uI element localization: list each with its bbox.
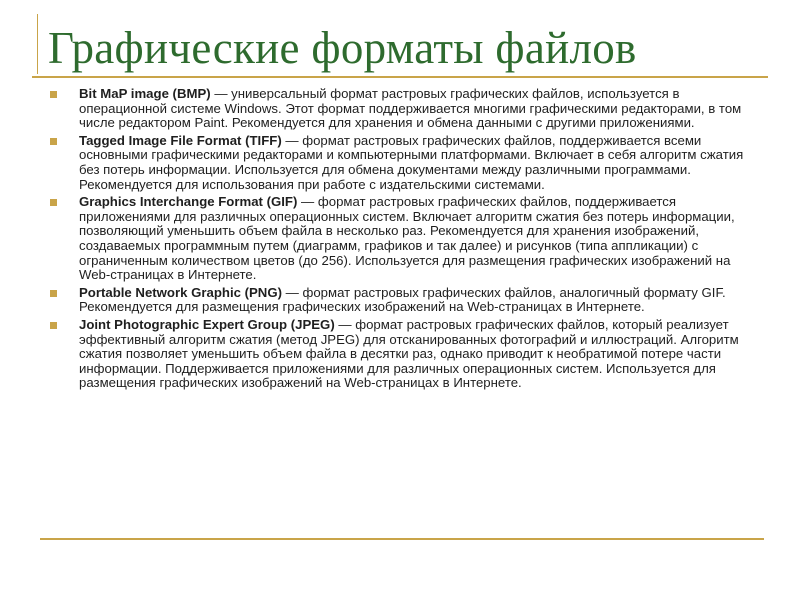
square-bullet-icon — [50, 138, 57, 145]
square-bullet-icon — [50, 199, 57, 206]
format-description: — универсальный формат растровых графических файлов, используется в операционной системе Windows. Этот формат поддерживается многими графическими редакторами, в том числе редактором Paint. Рекомендуется для хранения и обмена данными с другими приложениями. — [79, 86, 742, 131]
square-bullet-icon — [50, 91, 57, 98]
list-item-bmp — [50, 87, 750, 131]
title-left-accent-line — [37, 14, 38, 74]
square-bullet-icon — [50, 290, 57, 297]
list-item-tiff — [50, 134, 750, 192]
title-underline — [32, 76, 768, 78]
square-bullet-icon — [50, 322, 57, 329]
format-list — [50, 87, 750, 394]
slide-title: Графические форматы файлов — [48, 23, 637, 73]
format-description: — формат растровых графических файлов, который реализует эффективный алгоритм сжатия (метод JPEG) для отсканированных фотографий и иллюстраций. Алгоритм сжатия позволяет уменьшить объем файла в десятки раз, однако приводит к необратимой потере части информации. Поддерживается приложениями для различных операционных систем. Используется для размещения графических изображений на Web-страницах в Интернете. — [79, 316, 739, 391]
list-item-jpeg — [50, 318, 750, 391]
list-item-gif — [50, 195, 750, 283]
format-name: Tagged Image File Format (TIFF) — [79, 132, 282, 148]
format-name: Portable Network Graphic (PNG) — [79, 284, 282, 300]
footer-divider-line — [40, 538, 764, 540]
format-description: — формат растровых графических файлов, поддерживается приложениями для различных операционных систем. Включает алгоритм сжатия без потерь информации, позволяющий уменьшить объем файла в несколько раз. Рекомендуется для хранения изображений, создаваемых программным путем (диаграмм, графиков и так далее) и рисунков (типа аппликации) с ограниченным количеством цветов (до 256). Используется для размещения графических изображений на Web-страницах в Интернете. — [79, 194, 735, 283]
format-name: Bit MaP image (BMP) — [79, 86, 211, 101]
format-name: Joint Photographic Expert Group (JPEG) — [79, 316, 335, 332]
format-name: Graphics Interchange Format (GIF) — [79, 194, 298, 210]
format-description: — формат растровых графических файлов, аналогичный формату GIF. Рекомендуется для размещения графических изображений на Web-страницах в Интернете. — [79, 284, 726, 315]
list-item-png — [50, 286, 750, 315]
format-description: — формат растровых графических файлов, поддерживается всеми основными графическими редакторами и компьютерными платформами. Включает в себя алгоритм сжатия без потерь информации. Используется для обмена документами между различными программами. Рекомендуется для использования при работе с издательскими системами. — [79, 132, 744, 192]
